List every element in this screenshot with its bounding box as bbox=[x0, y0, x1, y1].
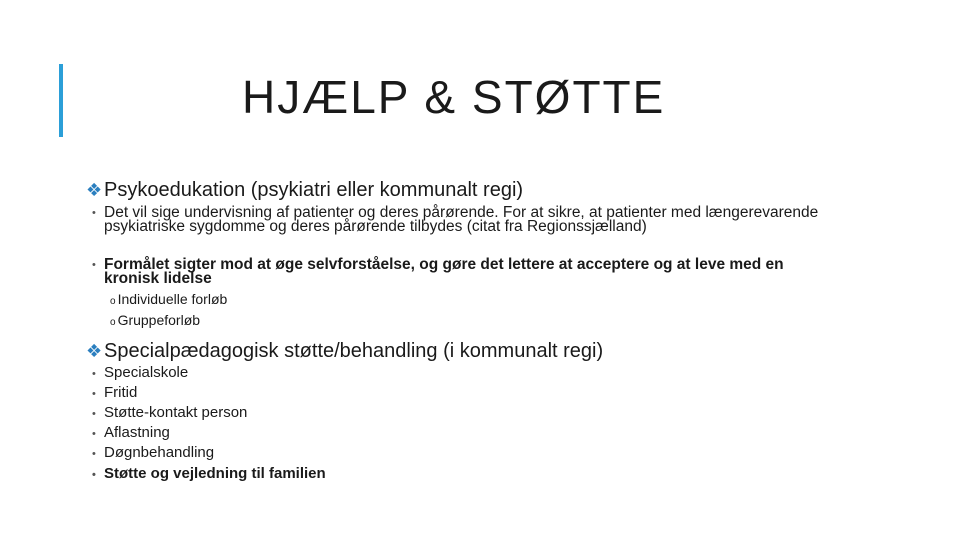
list-item-text: Aflastning bbox=[104, 424, 170, 441]
diamond-cluster-icon: ❖ bbox=[86, 180, 103, 200]
diamond-cluster-icon: ❖ bbox=[86, 341, 103, 361]
list-item-text: Støtte-kontakt person bbox=[104, 404, 248, 421]
accent-bar bbox=[59, 64, 63, 137]
sub-list-item bbox=[110, 311, 200, 332]
list-item-text: Fritid bbox=[104, 384, 138, 401]
circle-bullet-icon: o bbox=[110, 317, 116, 328]
round-bullet-icon: • bbox=[92, 259, 96, 271]
sub-list-item-text: Gruppeforløb bbox=[117, 312, 201, 328]
list-item-text: Døgnbehandling bbox=[104, 444, 215, 461]
list-item bbox=[92, 465, 326, 484]
round-bullet-icon: • bbox=[92, 368, 96, 380]
list-item bbox=[92, 384, 137, 403]
round-bullet-icon: • bbox=[92, 207, 96, 219]
list-item bbox=[92, 404, 247, 423]
circle-bullet-icon: o bbox=[110, 296, 116, 307]
section-heading-label: Psykoedukation (psykiatri eller kommunalt regi) bbox=[104, 179, 524, 201]
list-item bbox=[92, 424, 170, 443]
round-bullet-icon: • bbox=[92, 469, 96, 481]
round-bullet-icon: • bbox=[92, 448, 96, 460]
round-bullet-icon: • bbox=[92, 388, 96, 400]
list-item bbox=[92, 444, 214, 463]
list-item-text: Specialskole bbox=[104, 364, 189, 381]
list-item-text: Det vil sige undervisning af patienter og deres pårørende. For at sikre, at patienter med længerevarende psykiatriske sygdomme og deres pårørende tilbydes (citat fra Regionssjælland) bbox=[104, 204, 819, 235]
list-item bbox=[92, 206, 832, 234]
round-bullet-icon: • bbox=[92, 428, 96, 440]
list-item-text: Formålet sigter mod at øge selvforståelse, og gøre det lettere at acceptere og at leve med en kronisk lidelse bbox=[104, 256, 784, 287]
section-heading-specialpaedagogisk bbox=[86, 340, 603, 362]
section-heading-psykoedukation bbox=[86, 179, 523, 201]
sub-list-item bbox=[110, 290, 227, 311]
list-item-text: Støtte og vejledning til familien bbox=[104, 465, 326, 482]
section-heading-label: Specialpædagogisk støtte/behandling (i kommunalt regi) bbox=[104, 340, 604, 362]
list-item bbox=[92, 258, 832, 286]
list-item bbox=[92, 364, 188, 383]
slide-title: HJÆLP & STØTTE bbox=[242, 71, 666, 123]
sub-list-item-text: Individuelle forløb bbox=[117, 291, 228, 307]
round-bullet-icon: • bbox=[92, 408, 96, 420]
